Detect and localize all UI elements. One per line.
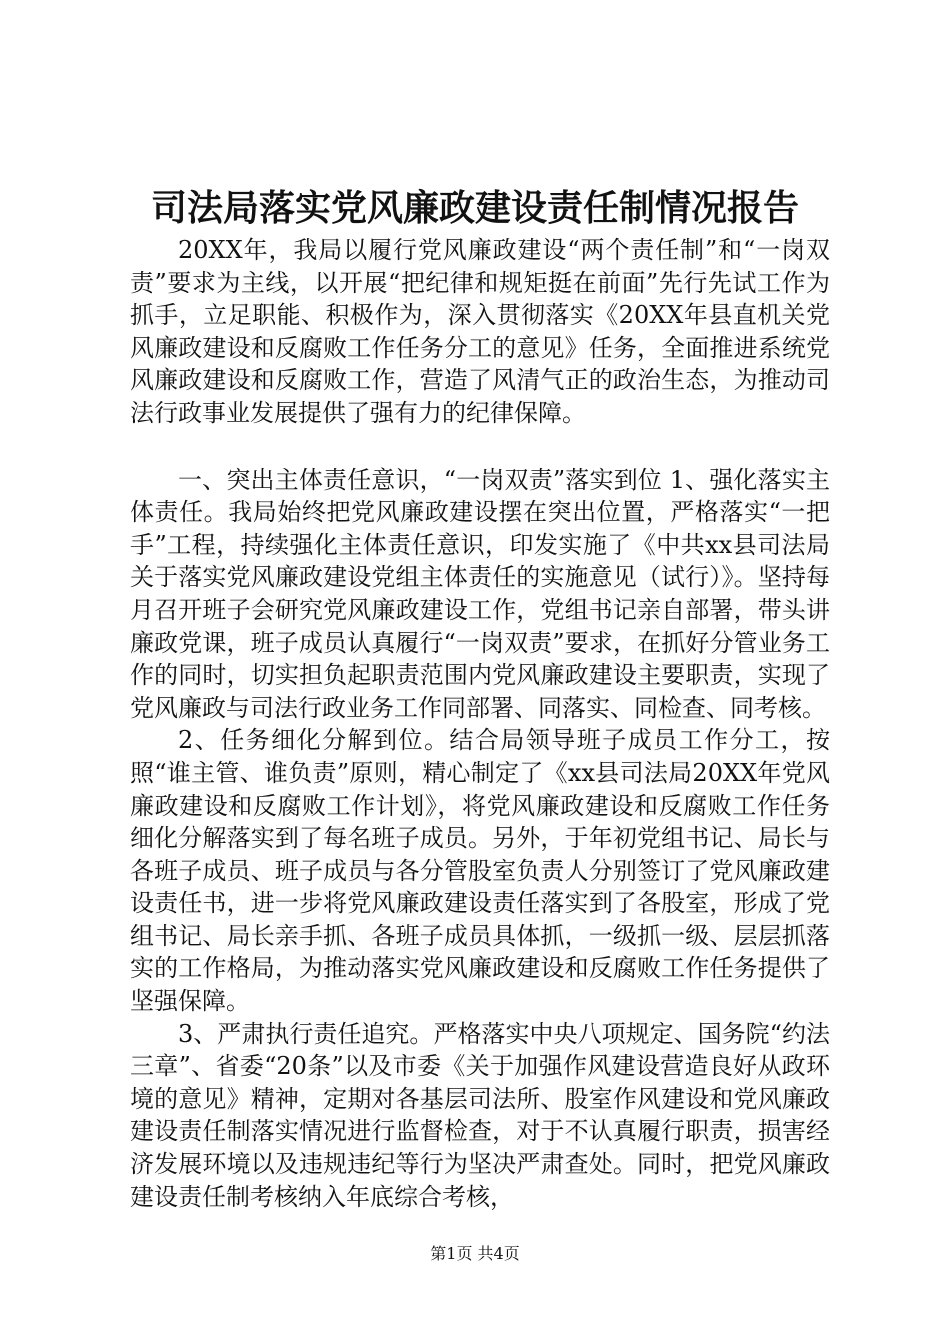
- paragraph-item-2: 2、任务细化分解到位。结合局领导班子成员工作分工，按照“谁主管、谁负责”原则，精心制定了《xx县司法局20XX年党风廉政建设和反腐败工作计划》，将党风廉政建设和反腐败工作任务细化分解落实到了每名班子成员。另外，于年初党组书记、局长与各班子成员、班子成员与各分管股室负责人分别签订了党风廉政建设责任书，进一步将党风廉政建设责任落实到了各股室，形成了党组书记、局长亲手抓、各班子成员具体抓，一级抓一级、层层抓落实的工作格局，为推动落实党风廉政建设和反腐败工作任务提供了坚强保障。: [130, 726, 830, 1016]
- paragraph-section-1: 一、突出主体责任意识，“一岗双责”落实到位 1、强化落实主体责任。我局始终把党风廉政建设摆在突出位置，严格落实“一把手”工程，持续强化主体责任意识，印发实施了《中共xx县司法局关于落实党风廉政建设党组主体责任的实施意见（试行）》。坚持每月召开班子会研究党风廉政建设工作，党组书记亲自部署，带头讲廉政党课，班子成员认真履行“一岗双责”要求，在抓好分管业务工作的同时，切实担负起职责范围内党风廉政建设主要职责，实现了党风廉政与司法行政业务工作同部署、同落实、同检查、同考核。: [130, 465, 830, 722]
- paragraph-item-3: 3、严肃执行责任追究。严格落实中央八项规定、国务院“约法三章”、省委“20条”以及市委《关于加强作风建设营造良好从政环境的意见》精神，定期对各基层司法所、股室作风建设和党风廉政建设责任制落实情况进行监督检查，对于不认真履行职责，损害经济发展环境以及违规违纪等行为坚决严肃查处。同时，把党风廉政建设责任制考核纳入年底综合考核，: [130, 1019, 830, 1211]
- document-body: [130, 234, 830, 1213]
- paragraph-intro: 20XX年，我局以履行党风廉政建设“两个责任制”和“一岗双责”要求为主线，以开展“把纪律和规矩挺在前面”先行先试工作为抓手，立足职能、积极作为，深入贯彻落实《20XX年县直机关党风廉政建设和反腐败工作任务分工的意见》任务，全面推进系统党风廉政建设和反腐败工作，营造了风清气正的政治生态，为推动司法行政事业发展提供了强有力的纪律保障。: [130, 236, 830, 427]
- page-number-footer: 第1页 共4页: [430, 1244, 520, 1263]
- document-title: 司法局落实党风廉政建设责任制情况报告: [150, 187, 799, 229]
